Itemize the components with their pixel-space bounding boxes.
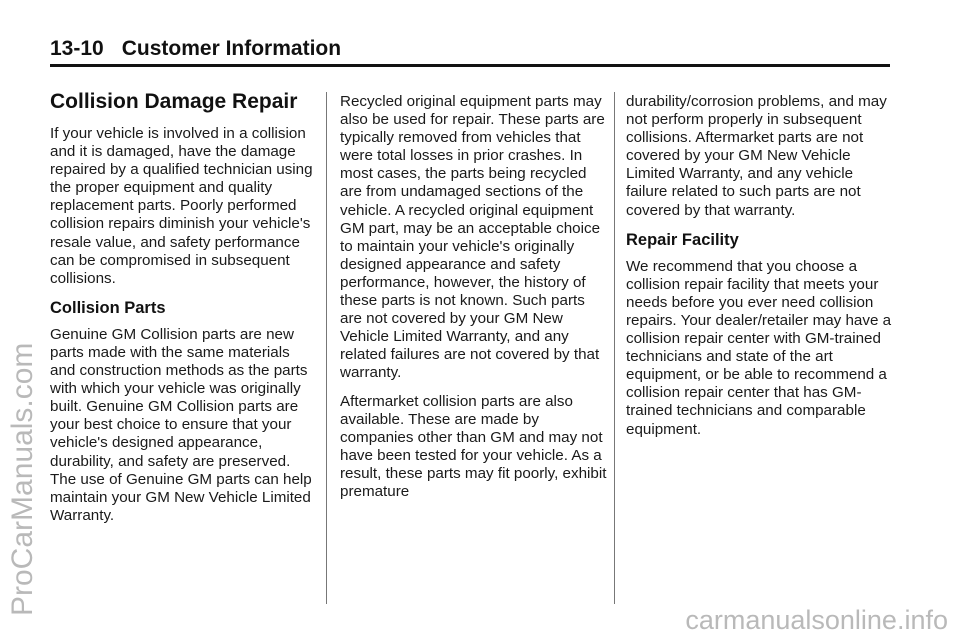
aftermarket-continued-paragraph: durability/corrosion problems, and may not perform properly in subsequent collisions. Aftermarket parts are not covered by your GM New Vehicle Limited Warranty, and any vehicle failure related to such parts are not covered by that warranty. [626, 93, 887, 219]
intro-paragraph: If your vehicle is involved in a collision and it is damaged, have the damage repaired by a qualified technician using the proper equipment and quality replacement parts. Poorly performed collision repairs diminish your vehicle's resale value, and safety performance can be compromised in subsequent collisions. [50, 125, 313, 287]
column-1 [50, 88, 318, 535]
collision-parts-heading: Collision Parts [50, 298, 166, 317]
column-divider-1 [326, 92, 327, 604]
collision-parts-paragraph: Genuine GM Collision parts are new parts made with the same materials and construction methods as the parts with which your vehicle was originally built. Genuine GM Collision parts are your best choice to ensure that your vehicle's designed appearance, durability, and safety are preserved. The use of Genuine GM parts can help maintain your GM New Vehicle Limited Warranty. [50, 325, 312, 524]
recycled-parts-paragraph: Recycled original equipment parts may also be used for repair. These parts are typically removed from vehicles that were total losses in prior crashes. In most cases, the parts being recycled are from undamaged sections of the vehicle. A recycled original equipment GM part, may be an acceptable choice to maintain your vehicle's originally designed appearance and safety performance, however, the history of these parts is not known. Such parts are not covered by your GM New Vehicle Limited Warranty, and any related failures are not covered by that warranty. [340, 93, 605, 382]
repair-facility-paragraph: We recommend that you choose a collision repair facility that meets your needs before you ever need collision repairs. Your dealer/retailer may have a collision repair center with GM-trained technicians and state of the art equipment, or be able to recommend a collision repair center that has GM-trained technicians and comparable equipment. [626, 257, 892, 438]
column-2 [340, 93, 608, 511]
column-3 [626, 93, 894, 449]
header-text [50, 36, 890, 62]
page-header [50, 36, 890, 66]
repair-facility-heading: Repair Facility [626, 230, 739, 249]
page-number: 13-10 [50, 37, 104, 60]
section-title: Collision Damage Repair [50, 90, 298, 113]
watermark-bottom: carmanualsonline.info [685, 605, 948, 635]
column-divider-2 [614, 92, 615, 604]
aftermarket-parts-paragraph: Aftermarket collision parts are also available. These are made by companies other than GM and may not have been tested for your vehicle. As a result, these parts may fit poorly, exhibit premature [340, 392, 607, 500]
watermark-left: ProCarManuals.com [6, 342, 39, 616]
header-rule [50, 64, 890, 67]
chapter-title: Customer Information [121, 37, 342, 60]
